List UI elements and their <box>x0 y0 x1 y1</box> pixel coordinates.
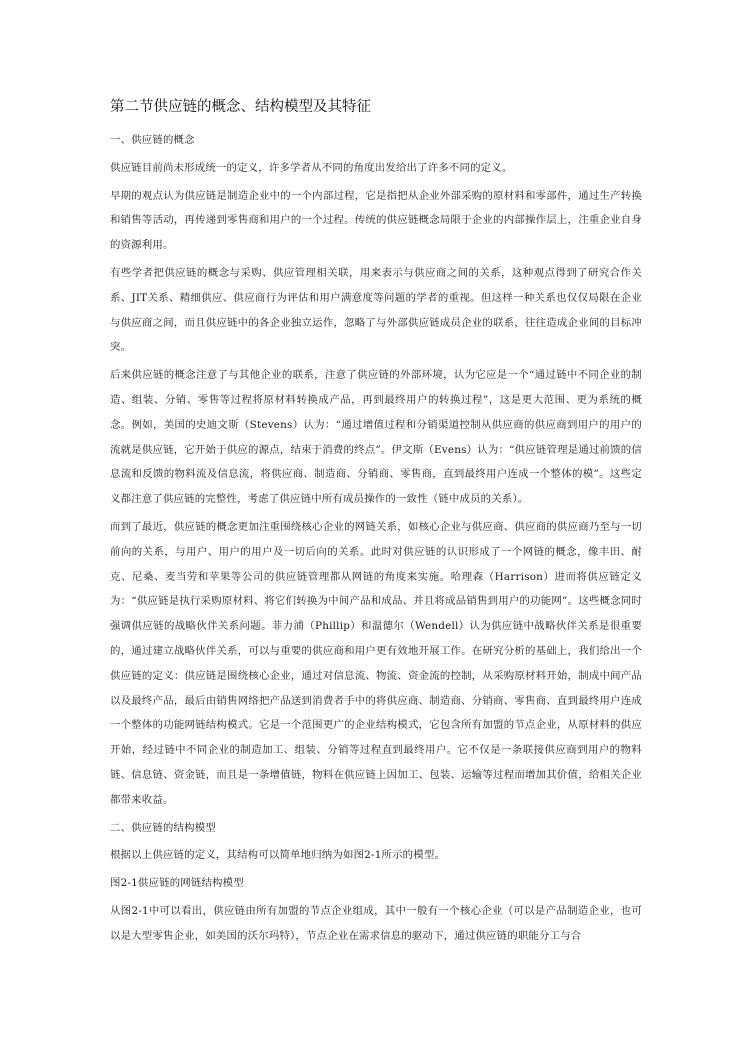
paragraph-7: 从图2-1中可以看出，供应链由所有加盟的节点企业组成，其中一般有一个核心企业（可以是产品制造企业，也可以是大型零售企业，如美国的沃尔玛特），节点企业在需求信息的驱动下，通过供应链的职能分工与合 <box>110 904 642 942</box>
section-heading-structure: 二、供应链的结构模型 <box>110 821 216 834</box>
paragraph-5: 而到了最近，供应链的概念更加注重围绕核心企业的网链关系，如核心企业与供应商、供应商的供应商乃至与一切前向的关系，与用户、用户的用户及一切后向的关系。此时对供应链的认识形成了一个网链的概念，像丰田、耐克、尼桑、麦当劳和苹果等公司的供应链管理都从网链的角度来实施。哈理森（Harrison）进而将供应链定义为：“供应链是执行采购原材料、将它们转换为中间产品和成品、并且将成品销售到用户的功能网”。这些概念同时强调供应链的战略伙伴关系问题。菲力浦（Phillip）和温德尔（Wendell）认为供应链中战略伙伴关系是很重要的，通过建立战略伙伴关系，可以与重要的供应商和用户更有效地开展工作。在研究分析的基础上，我们给出一个供应链的定义：供应链是围绕核心企业，通过对信息流、物流、资金流的控制，从采购原材料开始，制成中间产品以及最终产品，最后由销售网络把产品送到消费者手中的将供应商、制造商、分销商、零售商、直到最终用户连成一个整体的功能网链结构模式。它是一个范围更广的企业结构模式，它包含所有加盟的节点企业，从原材料的供应开始，经过链中不同企业的制造加工、组装、分销等过程直到最终用户。它不仅是一条联接供应商到用户的物料链、信息链、资金链，而且是一条增值链，物料在供应链上因加工、包装、运输等过程而增加其价值，给相关企业都带来收益。 <box>110 520 642 806</box>
paragraph-3: 有些学者把供应链的概念与采购、供应管理相关联，用来表示与供应商之间的关系，这种观点得到了研究合作关系、JIT关系、精细供应、供应商行为评估和用户满意度等问题的学者的重视。但这样一种关系也仅仅局限在企业与供应商之间，而且供应链中的各企业独立运作，忽略了与外部供应链成员企业的联系，往往造成企业间的目标冲突。 <box>110 266 642 354</box>
paragraph-2: 早期的观点认为供应链是制造企业中的一个内部过程，它是指把从企业外部采购的原材料和零部件，通过生产转换和销售等活动，再传递到零售商和用户的一个过程。传统的供应链概念局限于企业的内部操作层上，注重企业自身的资源利用。 <box>110 189 642 252</box>
paragraph-6: 根据以上供应链的定义，其结构可以简单地归纳为如图2-1所示的模型。 <box>110 849 446 862</box>
paragraph-4: 后来供应链的概念注意了与其他企业的联系，注意了供应链的外部环境，认为它应是一个“通过链中不同企业的制造、组装、分销、零售等过程将原材料转换成产品，再到最终用户的转换过程”，这是更大范围、更为系统的概念。例如，美国的史迪文斯（Stevens）认为：“通过增值过程和分销渠道控制从供应商的供应商到用户的用户的流就是供应链，它开始于供应的源点，结束于消费的终点”。伊文斯（Evens）认为：“供应链管理是通过前馈的信息流和反馈的物料流及信息流，将供应商、制造商、分销商、零售商，直到最终用户连成一个整体的模”。这些定义都注意了供应链的完整性，考虑了供应链中所有成员操作的一致性（链中成员的关系）。 <box>110 369 642 506</box>
page-title: 第二节供应链的概念、结构模型及其特征 <box>110 99 371 115</box>
paragraph-1: 供应链目前尚未形成统一的定义，许多学者从不同的角度出发给出了许多不同的定义。 <box>110 161 513 174</box>
document-page <box>110 96 642 952</box>
figure-caption: 图2-1供应链的网链结构模型 <box>110 877 244 890</box>
section-heading-concept: 一、供应链的概念 <box>110 134 195 146</box>
